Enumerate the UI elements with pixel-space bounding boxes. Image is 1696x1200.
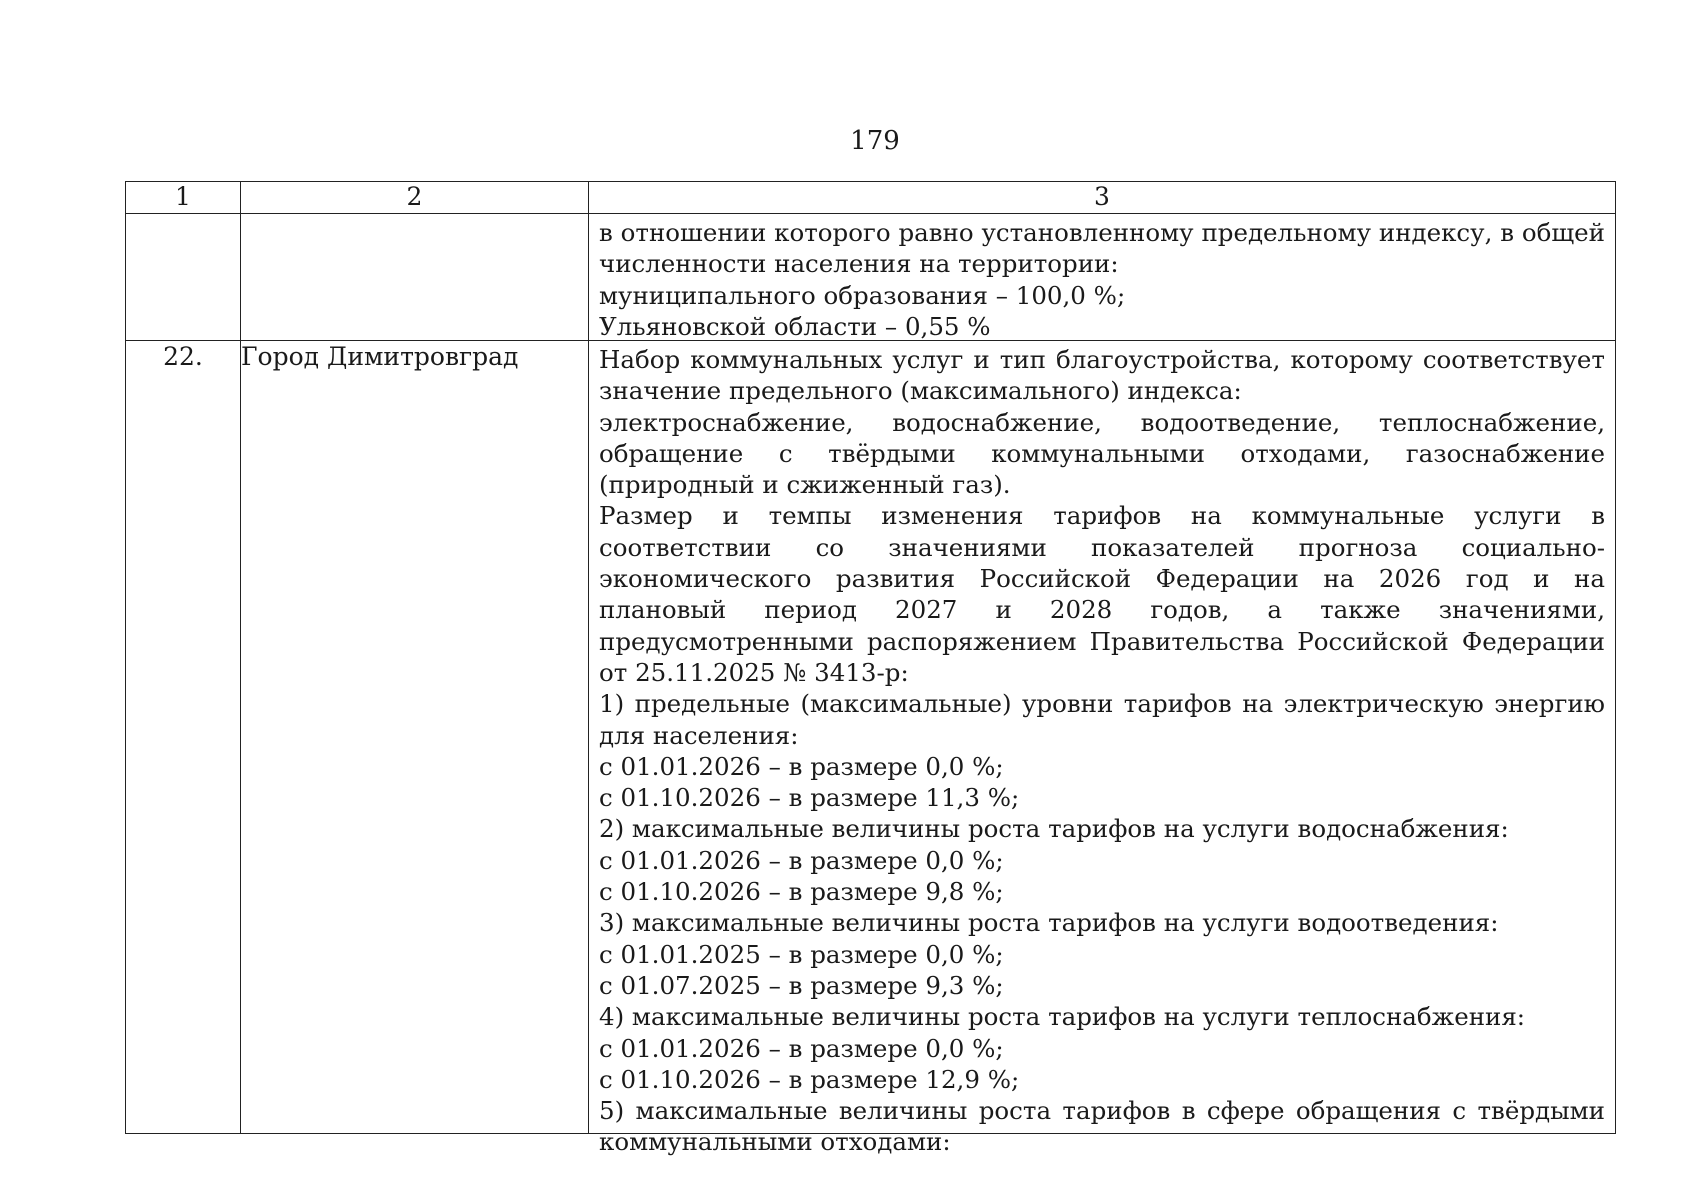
row-paragraph: с 01.01.2026 – в размере 0,0 %; <box>599 845 1004 875</box>
row-paragraph: с 01.10.2026 – в размере 11,3 %; <box>599 783 1020 813</box>
table-header-row <box>126 182 1616 214</box>
row-municipality: Город Димитровград <box>241 341 589 1134</box>
row-paragraph: с 01.07.2025 – в размере 9,3 %; <box>599 970 1004 1000</box>
table-row <box>126 341 1616 1134</box>
row-paragraph: 2) максимальные величины роста тарифов на услуги водоснабжения: <box>599 814 1509 844</box>
row-paragraph: с 01.01.2026 – в размере 0,0 %; <box>599 1033 1004 1063</box>
row-paragraph: Набор коммунальных услуг и тип благоустройства, которому соответствует значение предельного (максимального) индекса: <box>599 345 1605 406</box>
row-paragraph: в отношении которого равно установленному предельному индексу, в общей численности населения на территории: <box>599 218 1605 279</box>
column-header-1: 1 <box>126 182 241 214</box>
row-paragraph: с 01.10.2026 – в размере 12,9 %; <box>599 1064 1020 1094</box>
row-paragraph: 4) максимальные величины роста тарифов на услуги теплоснабжения: <box>599 1002 1526 1032</box>
row-content-cell <box>589 214 1616 341</box>
document-table <box>125 181 1616 1157</box>
row-paragraph: с 01.01.2025 – в размере 0,0 %; <box>599 939 1004 969</box>
row-paragraph: муниципального образования – 100,0 %; <box>599 280 1126 310</box>
row-paragraph: 1) предельные (максимальные) уровни тарифов на электрическую энергию для населения: <box>599 689 1605 750</box>
row-municipality <box>241 214 589 341</box>
row-number <box>126 214 241 341</box>
row-paragraph: 5) максимальные величины роста тарифов в сфере обращения с твёрдыми коммунальными отходами: <box>599 1096 1605 1157</box>
row-content-cell <box>589 341 1616 1157</box>
row-paragraph: Размер и темпы изменения тарифов на коммунальные услуги в соответствии со значениями показателей прогноза социально-экономического развития Российской Федерации на 2026 год и на плановый период 2027 и 2028 годов, а также значениями, предусмотренными распоряжением Правительства Российской Федерации от 25.11.2025 № 3413-р: <box>599 501 1605 687</box>
column-header-2: 2 <box>241 182 589 214</box>
column-header-3: 3 <box>589 182 1616 214</box>
table-row <box>126 214 1616 341</box>
row-paragraph: электроснабжение, водоснабжение, водоотведение, теплоснабжение, обращение с твёрдыми коммунальными отходами, газоснабжение (природный и сжиженный газ). <box>599 407 1605 500</box>
row-paragraph: 3) максимальные величины роста тарифов на услуги водоотведения: <box>599 908 1499 938</box>
page-number: 179 <box>850 126 900 156</box>
row-paragraph: Ульяновской области – 0,55 % <box>599 311 991 341</box>
row-paragraph: с 01.01.2026 – в размере 0,0 %; <box>599 751 1004 781</box>
row-number: 22. <box>126 341 241 1134</box>
row-paragraph: с 01.10.2026 – в размере 9,8 %; <box>599 877 1004 907</box>
